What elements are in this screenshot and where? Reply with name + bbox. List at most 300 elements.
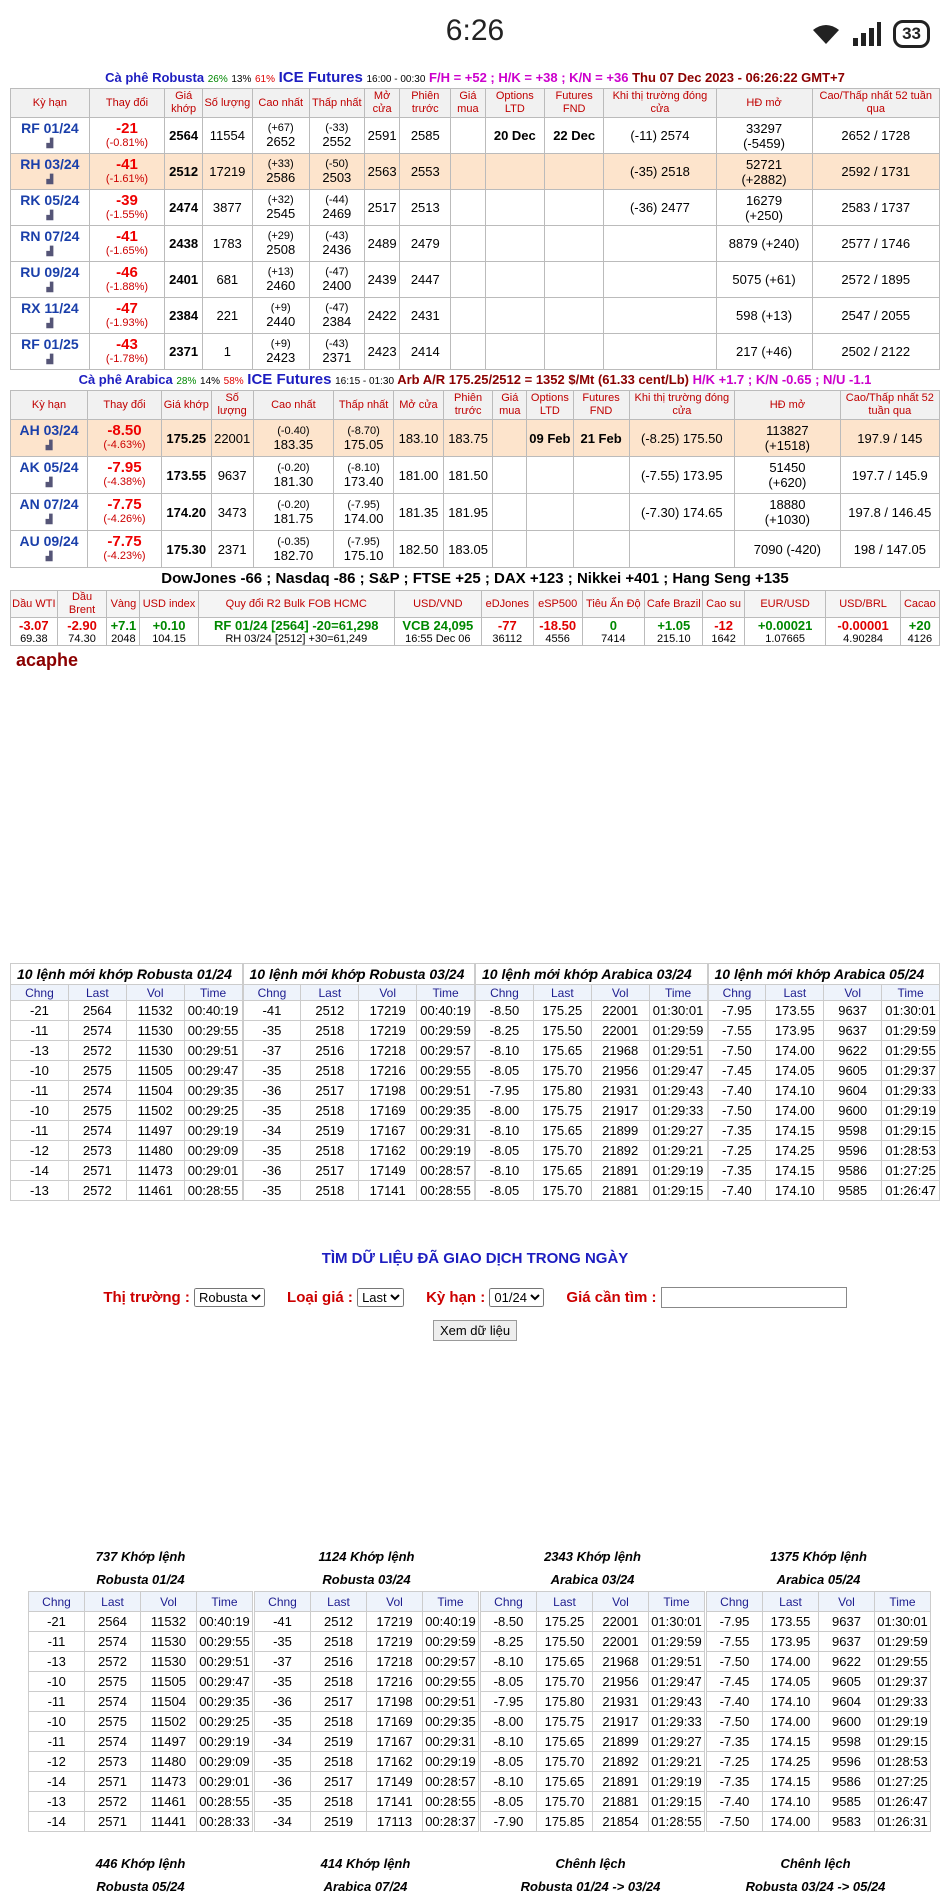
quote-row[interactable] (11, 457, 940, 494)
trade-cell: 2518 (301, 1061, 359, 1081)
matched-cell: 11530 (141, 1632, 197, 1652)
symbol-cell[interactable] (11, 226, 90, 262)
trade-cell: 01:29:43 (649, 1081, 707, 1101)
low-price: 173.40 (343, 473, 384, 489)
matched-cell: -36 (255, 1692, 311, 1712)
high-price: 2586 (266, 170, 296, 185)
matched-cell: 21968 (593, 1652, 649, 1672)
matched-cell: -7.50 (707, 1652, 763, 1672)
last-price: 2384 (165, 298, 203, 334)
trade-cell: -7.25 (708, 1141, 766, 1161)
world-indices: DowJones -66 ; Nasdaq -86 ; S&P ; FTSE +25 ; DAX +123 ; Nikkei +401 ; Hang Seng +135 (161, 570, 789, 587)
matched-row (255, 1792, 479, 1812)
market-change: -12 (714, 618, 733, 633)
quote-row[interactable] (11, 190, 940, 226)
matched-cell: 2518 (311, 1712, 367, 1732)
symbol-cell[interactable] (11, 154, 90, 190)
symbol-cell[interactable] (11, 457, 88, 494)
trade-cell: 00:29:01 (184, 1161, 242, 1181)
trade-cell: 175.70 (533, 1141, 591, 1161)
market-cell (533, 618, 582, 646)
matched-column-header: Last (537, 1592, 593, 1612)
trade-cell: 2517 (301, 1081, 359, 1101)
matched-cell: 9604 (819, 1692, 875, 1712)
quote-row[interactable] (11, 420, 940, 457)
week52-range: 2652 / 1728 (812, 118, 939, 154)
matched-column-header: Last (311, 1592, 367, 1612)
futures-fnd: 21 Feb (573, 420, 629, 457)
chart-icon[interactable]: ▟ (45, 477, 53, 487)
matched-contract: Arabica 05/24 (776, 1572, 861, 1587)
trade-cell: 174.25 (766, 1141, 824, 1161)
matched-row (29, 1632, 253, 1652)
trade-cell: 22001 (591, 1001, 649, 1021)
futures-fnd: 22 Dec (544, 118, 603, 154)
trade-cell: -34 (243, 1121, 301, 1141)
matched-cell: 00:29:55 (423, 1672, 479, 1692)
matched-cell: 175.65 (537, 1652, 593, 1672)
trade-cell: 174.10 (766, 1081, 824, 1101)
quote-row[interactable] (11, 118, 940, 154)
trade-cell: 01:29:27 (649, 1121, 707, 1141)
close-price (629, 531, 735, 568)
trade-cell: -37 (243, 1041, 301, 1061)
trade-cell: 175.75 (533, 1101, 591, 1121)
trade-cell: -8.00 (476, 1101, 534, 1121)
week52-range: 198 / 147.05 (840, 531, 939, 568)
matched-row (255, 1752, 479, 1772)
quote-row[interactable] (11, 298, 940, 334)
chart-icon[interactable]: ▟ (46, 281, 54, 292)
open-interest: 7090 (-420) (753, 541, 821, 557)
matched-row (707, 1772, 931, 1792)
trade-row (11, 1181, 243, 1201)
trade-cell: -7.95 (708, 1001, 766, 1021)
matched-cell: 22001 (593, 1632, 649, 1652)
matched-cell: 17218 (367, 1652, 423, 1672)
last-price: 175.25 (161, 420, 211, 457)
matched-cell: 175.85 (537, 1812, 593, 1832)
matched-cell: -11 (29, 1632, 85, 1652)
matched-cell: 174.00 (763, 1812, 819, 1832)
trades-header-row (476, 985, 708, 1001)
last-price: 2401 (165, 262, 203, 298)
change-percent: (-1.61%) (105, 172, 149, 185)
trade-cell: 174.15 (766, 1121, 824, 1141)
arabica-pct-1: 28% (176, 376, 197, 387)
change-cell (89, 190, 165, 226)
matched-row (29, 1752, 253, 1772)
symbol-cell[interactable] (11, 262, 90, 298)
matched-cell: 00:28:37 (423, 1812, 479, 1832)
price-type-select[interactable] (357, 1288, 404, 1307)
market-header: USD index (140, 591, 198, 618)
last-price: 2474 (165, 190, 203, 226)
matched-row (481, 1812, 705, 1832)
low-price: 2371 (322, 350, 352, 365)
trades-column-header: Chng (11, 985, 69, 1001)
column-header: Thấp nhất (309, 89, 364, 118)
matched-cell: 00:40:19 (197, 1612, 253, 1632)
open-interest-change: (+250) (745, 207, 784, 223)
matched-cell: -8.05 (481, 1792, 537, 1812)
change-percent: (-0.81%) (105, 136, 149, 149)
matched-count: 2343 Khớp lệnh (544, 1549, 641, 1564)
column-header: Thay đổi (88, 391, 162, 420)
close-price: (-11) 2574 (604, 118, 716, 154)
matched-row (481, 1752, 705, 1772)
chart-icon[interactable]: ▟ (45, 551, 53, 561)
trade-row (11, 1041, 243, 1061)
trades-column-header: Vol (824, 985, 882, 1001)
contract-symbol[interactable]: RN 07/24 (20, 227, 80, 244)
low-diff: (-47) (325, 302, 349, 314)
matched-cell: 17169 (367, 1712, 423, 1732)
symbol-cell[interactable] (11, 531, 88, 568)
contract-symbol[interactable]: AN 07/24 (19, 496, 79, 512)
matched-cell: 01:29:21 (649, 1752, 705, 1772)
options-ltd (527, 457, 573, 494)
trade-row (11, 1081, 243, 1101)
options-ltd (527, 494, 573, 531)
high-diff: (-0.20) (277, 461, 310, 474)
trade-row (243, 1101, 475, 1121)
trade-cell: 174.05 (766, 1061, 824, 1081)
matched-cell: 11530 (141, 1652, 197, 1672)
trades-box (708, 963, 941, 1201)
open-interest-change: (+1030) (764, 512, 810, 527)
chart-icon[interactable]: ▟ (46, 245, 54, 256)
week52-range: 197.9 / 145 (840, 420, 939, 457)
open-interest: 113827 (766, 423, 809, 438)
trade-row (243, 1041, 475, 1061)
trade-cell: -8.10 (476, 1161, 534, 1181)
symbol-cell[interactable] (11, 334, 90, 370)
low-diff: (-47) (325, 266, 349, 278)
matched-cell: 01:29:15 (649, 1792, 705, 1812)
matched-cell: -37 (255, 1652, 311, 1672)
matched-cell: -21 (29, 1612, 85, 1632)
symbol-cell[interactable] (11, 298, 90, 334)
open-interest: 18880 (769, 497, 806, 512)
trade-cell: 9586 (824, 1161, 882, 1181)
week52-range: 197.7 / 145.9 (840, 457, 939, 494)
trade-cell: 2571 (68, 1161, 126, 1181)
symbol-cell[interactable] (11, 118, 90, 154)
matched-orders-table (480, 1591, 705, 1832)
matched-row (707, 1792, 931, 1812)
bid-price (451, 334, 486, 370)
trade-cell: 11530 (126, 1021, 184, 1041)
matched-orders-table (28, 1591, 253, 1832)
chart-icon[interactable]: ▟ (46, 173, 54, 184)
high-cell (252, 154, 309, 190)
change-value: -43 (116, 335, 138, 353)
trade-cell: 17218 (359, 1041, 417, 1061)
trade-cell: 2573 (68, 1141, 126, 1161)
open-interest-cell (716, 334, 812, 370)
quote-row[interactable] (11, 226, 940, 262)
matched-column-header: Vol (367, 1592, 423, 1612)
market-price: 36112 (492, 633, 523, 645)
close-price: (-35) 2518 (604, 154, 716, 190)
trade-cell: -35 (243, 1141, 301, 1161)
quote-row[interactable] (11, 334, 940, 370)
trade-cell: 01:30:01 (649, 1001, 707, 1021)
market-header: eDJones (481, 591, 533, 618)
trade-cell: 175.80 (533, 1081, 591, 1101)
symbol-cell[interactable] (11, 494, 88, 531)
week52-range: 2502 / 2122 (812, 334, 939, 370)
matched-row (29, 1792, 253, 1812)
matched-cell: -7.35 (707, 1772, 763, 1792)
robusta-date: Thu 07 Dec 2023 - 06:26:22 GMT+7 (632, 70, 845, 85)
futures-fnd (544, 334, 603, 370)
high-price: 2508 (266, 242, 296, 257)
term-select[interactable] (489, 1288, 544, 1307)
low-diff: (-7.95) (347, 535, 380, 548)
price-search-input[interactable] (661, 1287, 847, 1308)
low-diff: (-43) (325, 338, 349, 350)
week52-range: 2583 / 1737 (812, 190, 939, 226)
column-header: Thay đổi (89, 89, 165, 118)
trades-header-row (11, 985, 243, 1001)
market-header: USD/VND (394, 591, 481, 618)
trade-cell: 9598 (824, 1121, 882, 1141)
trade-cell: 2574 (68, 1021, 126, 1041)
chart-icon[interactable]: ▟ (46, 209, 54, 220)
trade-cell: 00:29:19 (184, 1121, 242, 1141)
matched-cell: 01:29:55 (875, 1652, 931, 1672)
matched-cell: -8.10 (481, 1732, 537, 1752)
matched-cell: 2574 (85, 1692, 141, 1712)
open-interest-cell (716, 190, 812, 226)
robusta-exchange: ICE Futures (278, 69, 363, 86)
market-cell (107, 618, 140, 646)
trade-cell: 173.55 (766, 1001, 824, 1021)
matched-cell: -7.40 (707, 1692, 763, 1712)
trade-cell: -7.35 (708, 1161, 766, 1181)
trade-cell: 2518 (301, 1181, 359, 1201)
quote-row[interactable] (11, 531, 940, 568)
close-price (604, 226, 716, 262)
open-interest-cell (716, 118, 812, 154)
trades-column-header: Last (766, 985, 824, 1001)
contract-symbol[interactable]: RH 03/24 (20, 155, 80, 172)
trades-column-header: Vol (359, 985, 417, 1001)
recent-trades-table (475, 963, 708, 1201)
market-price: 16:55 Dec 06 (405, 633, 471, 645)
footer-count: Chênh lệch (555, 1856, 626, 1871)
view-data-button[interactable]: Xem dữ liệu (433, 1320, 517, 1341)
trade-row (11, 1121, 243, 1141)
status-clock: 6:26 (445, 14, 505, 47)
contract-symbol[interactable]: RX 11/24 (21, 299, 79, 316)
market-cell (744, 618, 826, 646)
trade-row (11, 1101, 243, 1121)
open-interest: 5075 (+61) (732, 272, 796, 287)
trade-cell: 00:28:57 (417, 1161, 475, 1181)
column-header: Kỳ hạn (11, 391, 88, 420)
trade-cell: 00:29:51 (184, 1041, 242, 1061)
symbol-cell[interactable] (11, 190, 90, 226)
open-interest-cell (735, 531, 841, 568)
low-cell (334, 420, 394, 457)
market-change: VCB 24,095 (402, 618, 474, 633)
matched-row (481, 1652, 705, 1672)
contract-symbol[interactable]: RK 05/24 (20, 191, 80, 208)
matched-cell: 17162 (367, 1752, 423, 1772)
options-ltd (485, 154, 544, 190)
recent-trades-table (243, 963, 476, 1201)
contract-symbol[interactable]: AK 05/24 (19, 459, 79, 475)
open-interest-change: (-5459) (743, 135, 785, 151)
matched-cell: 01:29:33 (649, 1712, 705, 1732)
matched-cell: 01:26:47 (875, 1792, 931, 1812)
trade-cell: -10 (11, 1061, 69, 1081)
trade-row (476, 1081, 708, 1101)
market-header: Quy đổi R2 Bulk FOB HCMC (198, 591, 394, 618)
trade-row (708, 1181, 940, 1201)
market-select[interactable] (194, 1288, 265, 1307)
matched-cell: 17141 (367, 1792, 423, 1812)
open-interest-cell (716, 154, 812, 190)
market-change: -18.50 (539, 618, 577, 633)
contract-symbol[interactable]: RU 09/24 (20, 263, 80, 280)
matched-cell: -35 (255, 1712, 311, 1732)
market-change: -0.00001 (837, 618, 889, 633)
trade-cell: 01:29:37 (882, 1061, 940, 1081)
matched-row (29, 1772, 253, 1792)
close-price (604, 262, 716, 298)
matched-cell: -11 (29, 1692, 85, 1712)
contract-symbol[interactable]: AH 03/24 (19, 422, 79, 438)
market-cell (900, 618, 939, 646)
trade-cell: 01:29:51 (649, 1041, 707, 1061)
chart-icon[interactable]: ▟ (46, 137, 54, 148)
matched-cell: -36 (255, 1772, 311, 1792)
chart-icon[interactable]: ▟ (46, 353, 54, 364)
trade-cell: -35 (243, 1181, 301, 1201)
matched-row (255, 1632, 479, 1652)
arabica-pct-2: 14% (200, 376, 221, 387)
trade-cell: 21968 (591, 1041, 649, 1061)
trade-cell: 9585 (824, 1181, 882, 1201)
matched-row (29, 1672, 253, 1692)
low-diff: (-44) (325, 194, 349, 206)
trade-cell: 2564 (68, 1001, 126, 1021)
trade-row (708, 1101, 940, 1121)
market-price: 2048 (111, 633, 136, 645)
column-header: Giá khớp (161, 391, 211, 420)
matched-cell: -7.95 (481, 1692, 537, 1712)
matched-cell: 174.10 (763, 1692, 819, 1712)
contract-symbol[interactable]: AU 09/24 (19, 533, 79, 549)
recent-trades-table (708, 963, 941, 1201)
quote-row[interactable] (11, 262, 940, 298)
week52-range: 2572 / 1895 (812, 262, 939, 298)
column-header: Giá khớp (165, 89, 203, 118)
market-price: 7414 (601, 633, 626, 645)
robusta-pct-1: 26% (207, 74, 228, 85)
trade-cell: 00:29:59 (417, 1021, 475, 1041)
trade-cell: 11504 (126, 1081, 184, 1101)
trade-cell: 2512 (301, 1001, 359, 1021)
change-cell (89, 118, 165, 154)
open-price: 2591 (364, 118, 400, 154)
quote-row[interactable] (11, 494, 940, 531)
low-price: 2503 (322, 170, 352, 185)
market-cell (703, 618, 744, 646)
trade-cell: -12 (11, 1141, 69, 1161)
robusta-name: Cà phê Robusta (105, 70, 205, 85)
chart-icon[interactable]: ▟ (45, 440, 53, 450)
matched-cell: -41 (255, 1612, 311, 1632)
trade-row (476, 1041, 708, 1061)
trade-row (708, 1121, 940, 1141)
change-cell (89, 226, 165, 262)
matched-cell: 01:26:31 (875, 1812, 931, 1832)
trade-row (243, 1061, 475, 1081)
trade-cell: 9596 (824, 1141, 882, 1161)
matched-cell: 2512 (311, 1612, 367, 1632)
market-cell (826, 618, 900, 646)
status-bar (0, 0, 950, 62)
markets-header-row (11, 591, 940, 618)
change-value: -7.75 (107, 533, 142, 550)
brand-logo[interactable]: acaphe (16, 650, 79, 670)
market-header: Cao su (703, 591, 744, 618)
matched-row (29, 1732, 253, 1752)
trade-row (11, 1001, 243, 1021)
trades-box (475, 963, 708, 1201)
open-interest-change: (+1518) (764, 438, 810, 453)
previous-price: 2513 (400, 190, 451, 226)
symbol-cell[interactable] (11, 420, 88, 457)
market-change: +1.05 (657, 618, 691, 633)
matched-cell: -10 (29, 1712, 85, 1732)
quote-row[interactable] (11, 154, 940, 190)
open-price: 2563 (364, 154, 400, 190)
matched-cell: 2575 (85, 1712, 141, 1732)
contract-symbol[interactable]: RF 01/24 (21, 119, 79, 136)
trades-header-row (708, 985, 940, 1001)
matched-cell: -7.35 (707, 1732, 763, 1752)
low-price: 2400 (322, 278, 352, 293)
matched-column-header: Vol (141, 1592, 197, 1612)
matched-row (29, 1652, 253, 1672)
matched-cell: 11473 (141, 1772, 197, 1792)
high-price: 2545 (266, 206, 296, 221)
matched-row (707, 1732, 931, 1752)
matched-cell: -14 (29, 1812, 85, 1832)
change-cell (89, 298, 165, 334)
matched-cell: 17167 (367, 1732, 423, 1752)
matched-cell: 00:29:35 (197, 1692, 253, 1712)
trade-row (243, 1001, 475, 1021)
trade-cell: 11505 (126, 1061, 184, 1081)
matched-cell: 01:29:37 (875, 1672, 931, 1692)
chart-icon[interactable]: ▟ (45, 514, 53, 524)
matched-cell: 01:29:27 (649, 1732, 705, 1752)
matched-cell: 21899 (593, 1732, 649, 1752)
contract-symbol[interactable]: RF 01/25 (21, 335, 79, 352)
chart-icon[interactable]: ▟ (46, 317, 54, 328)
matched-cell: 21892 (593, 1752, 649, 1772)
trades-column-header: Chng (243, 985, 301, 1001)
matched-cell: 174.00 (763, 1652, 819, 1672)
matched-orders-box (28, 1545, 253, 1832)
